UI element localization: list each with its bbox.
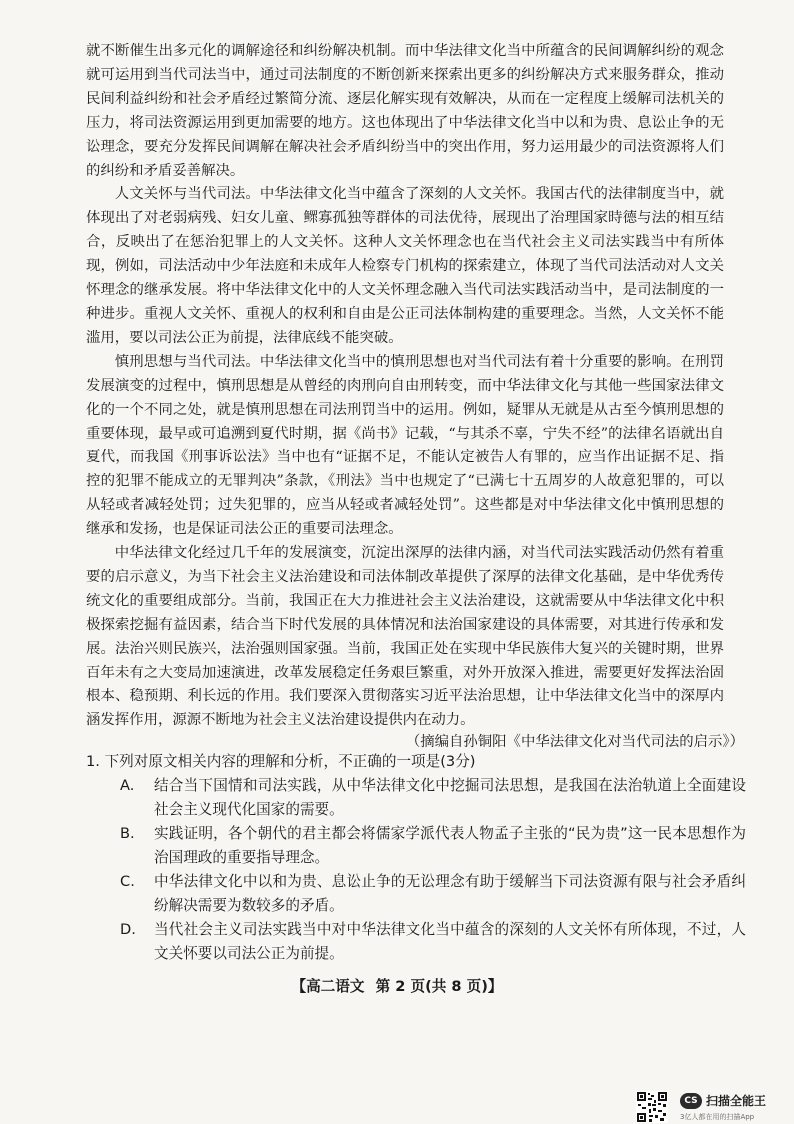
- cs-logo-badge: CS: [680, 1093, 702, 1109]
- qr-code-icon: [636, 1091, 668, 1123]
- question-1: [86, 750, 746, 966]
- option-c: [86, 870, 746, 918]
- scanner-watermark: [636, 1091, 790, 1121]
- option-text: 当代社会主义司法实践当中对中华法律文化当中蕴含的深刻的人文关怀有所体现，不过，人文关怀要以司法公正为前提。: [154, 921, 746, 962]
- page-footer: [0, 975, 794, 996]
- passage-paragraph-2: 人文关怀与当代司法。中华法律文化当中蕴含了深刻的人文关怀。我国古代的法律制度当中，就体现出了对老弱病残、妇女儿童、鳏寡孤独等群体的司法优待，展现出了治理国家時德与法的相互结合，反映出了在惩治犯罪上的人文关怀。这种人文关怀理念也在当代社会主义司法实践当中有所体现，例如，司法活动中少年法庭和未成年人检察专门机构的探索建立，体现了当代司法活动对人文关怀理念的继承发展。将中华法律文化中的人文关怀理念融入当代司法实践活动当中，是司法制度的一种进步。重视人文关怀、重视人的权利和自由是公正司法体制构建的重要理念。当然，人文关怀不能滥用，要以司法公正为前提，法律底线不能突破。: [86, 186, 724, 346]
- option-a: [86, 774, 746, 822]
- footer-subject: 【高二语文: [291, 978, 365, 995]
- option-key: B.: [120, 825, 135, 842]
- option-b: [86, 822, 746, 870]
- source-note: （摘编自孙铜阳《中华法律文化对当代司法的启示》）: [405, 734, 744, 750]
- passage-paragraph-3: 慎刑思想与当代司法。中华法律文化当中的慎刑思想也对当代司法有着十分重要的影响。在刑罚发展演变的过程中，慎刑思想是从曾经的肉刑向自由刑转变，而中华法律文化与其他一些国家法律文化的一个不同之处，就是慎刑思想在司法刑罚当中的运用。例如，疑罪从无就是从古至今慎刑思想的重要体现，最早或可追溯到夏代时期，据《尚书》记载，“与其杀不辜，宁失不经”的法律名语就出自夏代，而我国《刑事诉讼法》当中也有“证据不足，不能认定被告人有罪的，应当作出证据不足、指控的犯罪不能成立的无罪判决”条款，《刑法》当中也规定了“已满七十五周岁的人故意犯罪的，可以从轻或者减轻处罚；过失犯罪的，应当从轻或者减轻处罚”。这些都是对中华法律文化中慎刑思想的继承和发扬，也是保证司法公正的重要司法理念。: [86, 353, 724, 538]
- option-text: 实践证明，各个朝代的君主都会将儒家学派代表人物孟子主张的“民为贵”这一民本思想作为治国理政的重要指导理念。: [154, 825, 746, 866]
- option-key: C.: [120, 873, 135, 890]
- question-stem: 1. 下列对原文相关内容的理解和分析，不正确的一项是(3分): [86, 753, 476, 770]
- passage-paragraph-1: 就不断催生出多元化的调解途径和纠纷解决机制。而中华法律文化当中所蕴含的民间调解纠纷的观念就可运用到当代司法当中，通过司法制度的不断创新来探索出更多的纠纷解决方式来服务群众，推动民间利益纠纷和社会矛盾经过繁简分流、逐层化解实现有效解决，从而在一定程度上缓解司法机关的压力，将司法资源运用到更加需要的地方。这也体现出了中华法律文化当中以和为贵、息讼止争的无讼理念，要充分发挥民间调解在解决社会矛盾纠纷当中的突出作用，努力运用最少的司法资源将人们的纠纷和矛盾妥善解决。: [86, 43, 724, 179]
- option-key: A.: [120, 777, 135, 794]
- scanner-slogan: 3亿人都在用的扫描App: [680, 1113, 755, 1121]
- footer-page-number: 第 2 页(共 8 页)】: [375, 978, 503, 995]
- option-d: [86, 918, 746, 966]
- option-text: 结合当下国情和司法实践，从中华法律文化中挖掘司法思想，是我国在法治轨道上全面建设社会主义现代化国家的需要。: [154, 777, 746, 818]
- option-key: D.: [120, 921, 136, 938]
- scanner-app-name: 扫描全能王: [706, 1094, 767, 1108]
- reading-passage: [86, 40, 724, 733]
- option-text: 中华法律文化中以和为贵、息讼止争的无讼理念有助于缓解当下司法资源有限与社会矛盾纠纷解决需要为数较多的矛盾。: [154, 873, 746, 914]
- passage-paragraph-4: 中华法律文化经过几千年的发展演变，沉淀出深厚的法律内涵，对当代司法实践活动仍然有着重要的启示意义，为当下社会主义法治建设和司法体制改革提供了深厚的法律文化基础，是中华优秀传统文化的重要组成部分。当前，我国正在大力推进社会主义法治建设，这就需要从中华法律文化中积极探索挖掘有益因素，结合当下时代发展的具体情况和法治国家建设的具体需要，对其进行传承和发展。法治兴则民族兴，法治强则国家强。当前，我国正处在实现中华民族伟大复兴的关键时期，世界百年未有之大变局加速演进，改革发展稳定任务艰巨繁重，对外开放深入推进，需要更好发挥法治固根本、稳预期、利长远的作用。我们要深入贯彻落实习近平法治思想，让中华法律文化当中的深厚内涵发挥作用，源源不断地为社会主义法治建设提供内在动力。: [86, 545, 724, 729]
